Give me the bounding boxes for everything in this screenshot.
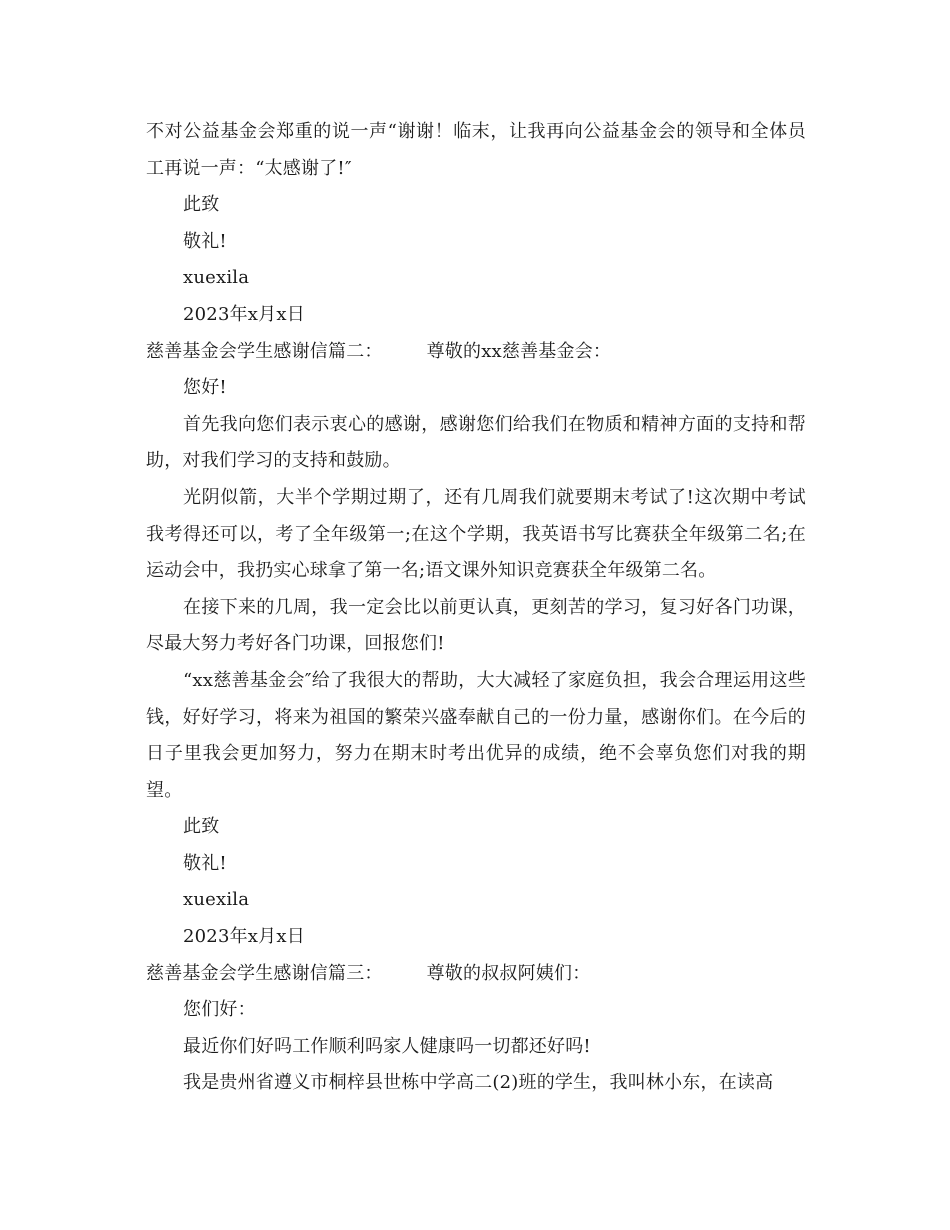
letter2-jingli: 敬礼! [183,852,227,874]
letter1-closing-paragraph: 不对公益基金会郑重的说一声“谢谢！临末，让我再向公益基金会的领导和全体员工再说一声：“太感谢了!″ [146,121,806,179]
letter3-title: 慈善基金会学生感谢信篇三： [146,962,383,984]
letter1-jingli: 敬礼! [183,230,227,252]
letter2-paragraph-2: 光阴似箭，大半个学期过期了，还有几周我们就要期末考试了!这次期中考试我考得还可以，考了全年级第一;在这个学期，我英语书写比赛获全年级第二名;在运动会中，我扔实心球拿了第一名;语文课外知识竞赛获全年级第二名。 [146,486,806,582]
letter1-date: 2023年x月x日 [183,303,305,325]
letter2-title: 慈善基金会学生感谢信篇二： [146,340,383,362]
letter2-paragraph-3: 在接下来的几周，我一定会比以前更认真，更刻苦的学习，复习好各门功课，尽最大努力考好各门功课，回报您们! [146,596,806,655]
letter2-heading [146,334,806,371]
letter3-heading [146,956,806,993]
letter2-signature: xuexila [183,889,250,911]
letter2-cizhi: 此致 [183,816,220,838]
letter1-signature: xuexila [183,267,250,289]
letter3-salutation: 尊敬的叔叔阿姨们： [426,962,591,984]
letter2-salutation: 尊敬的xx慈善基金会： [426,340,612,362]
letter3-paragraph-1: 最近你们好吗工作顺利吗家人健康吗一切都还好吗! [183,1035,591,1057]
letter3-paragraph-2: 我是贵州省遵义市桐梓县世栋中学高二(2)班的学生，我叫林小东，在读高 [183,1072,774,1094]
letter1-cizhi: 此致 [183,194,220,216]
document-page [146,114,806,1102]
letter2-greeting: 您好! [183,377,227,399]
letter3-greeting: 您们好： [183,999,256,1021]
letter2-paragraph-4: “xx慈善基金会″给了我很大的帮助，大大减轻了家庭负担，我会合理运用这些钱，好好学习，将来为祖国的繁荣兴盛奉献自己的一份力量，感谢你们。在今后的日子里我会更加努力，努力在期末时考出优异的成绩，绝不会辜负您们对我的期望。 [146,669,806,801]
letter2-date: 2023年x月x日 [183,926,305,948]
letter2-paragraph-1: 首先我向您们表示衷心的感谢，感谢您们给我们在物质和精神方面的支持和帮助，对我们学习的支持和鼓励。 [146,413,806,472]
